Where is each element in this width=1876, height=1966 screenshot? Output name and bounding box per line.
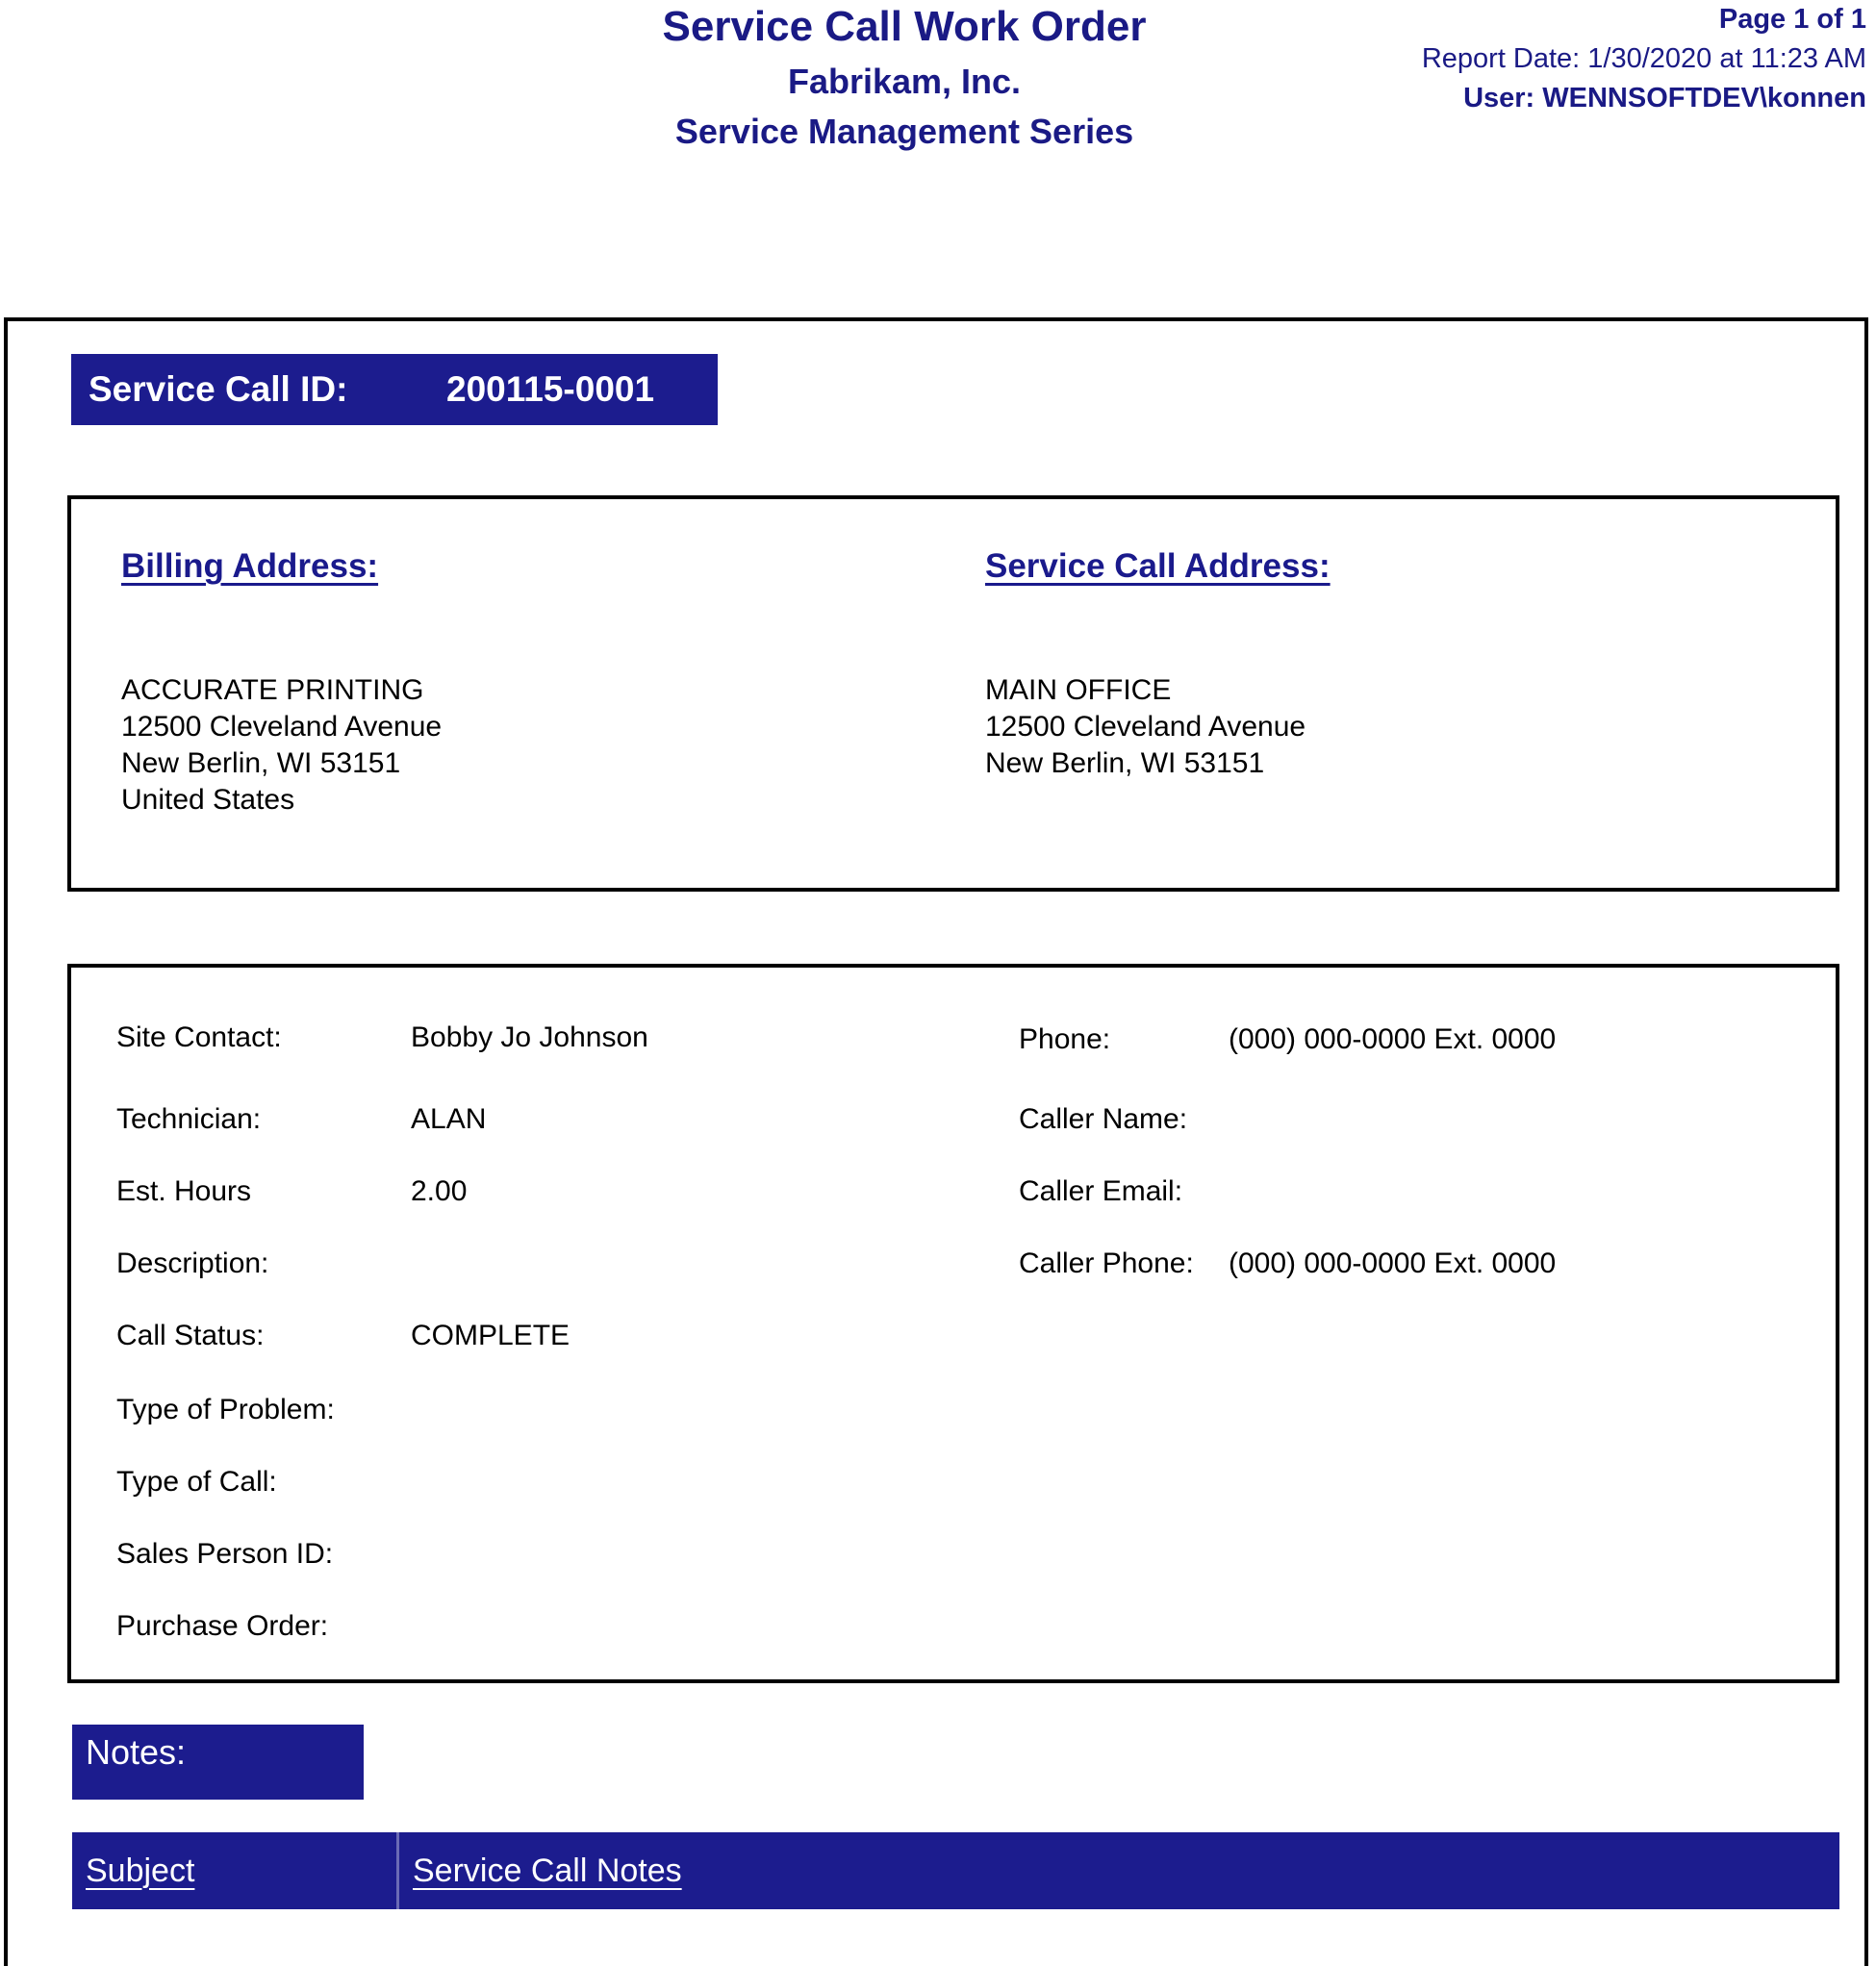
report-subtitle: Service Management Series	[674, 112, 1134, 151]
detail-row-description	[116, 1248, 411, 1280]
field-value: (000) 000-0000 Ext. 0000	[1229, 1023, 1557, 1055]
field-label: Call Status:	[116, 1320, 265, 1351]
service-address-line: New Berlin, WI 53151	[985, 747, 1265, 779]
field-label: Purchase Order:	[116, 1610, 329, 1642]
billing-address-heading: Billing Address:	[121, 547, 379, 585]
detail-row-technician	[116, 1103, 486, 1136]
detail-row-site-contact	[116, 1021, 648, 1054]
service-call-address	[985, 672, 1306, 782]
service-call-id-label: Service Call ID:	[89, 369, 348, 409]
service-call-id-value: 200115-0001	[446, 369, 655, 409]
field-label: Description:	[116, 1248, 269, 1279]
address-box	[67, 495, 1839, 892]
detail-row-purchase-order	[116, 1610, 411, 1643]
notes-banner	[72, 1725, 364, 1800]
detail-row-caller-email	[1019, 1175, 1229, 1208]
report-user: User: WENNSOFTDEV\konnen	[1463, 83, 1866, 113]
field-value: ALAN	[411, 1103, 487, 1135]
detail-row-type-of-call	[116, 1466, 411, 1499]
field-label: Type of Call:	[116, 1466, 277, 1498]
billing-address-line: United States	[121, 784, 295, 816]
field-label: Type of Problem:	[116, 1394, 335, 1425]
service-call-id-banner	[71, 354, 718, 425]
billing-address-line: ACCURATE PRINTING	[121, 674, 424, 706]
billing-address-line: 12500 Cleveland Avenue	[121, 711, 443, 743]
field-label: Technician:	[116, 1103, 262, 1135]
billing-address-line: New Berlin, WI 53151	[121, 747, 401, 779]
detail-row-est-hours	[116, 1175, 467, 1208]
field-label: Caller Email:	[1019, 1175, 1183, 1207]
detail-row-call-status	[116, 1320, 570, 1352]
notes-table-header	[72, 1832, 1839, 1909]
billing-address	[121, 672, 442, 819]
field-value: COMPLETE	[411, 1320, 570, 1351]
field-value: (000) 000-0000 Ext. 0000	[1229, 1248, 1557, 1279]
notes-column-subject: Subject	[86, 1852, 195, 1889]
field-value: Bobby Jo Johnson	[411, 1021, 648, 1053]
notes-banner-label: Notes:	[86, 1732, 187, 1772]
call-details-box	[67, 964, 1839, 1683]
field-label: Est. Hours	[116, 1175, 252, 1207]
field-value: 2.00	[411, 1175, 468, 1207]
detail-row-phone	[1019, 1023, 1556, 1056]
report-date: Report Date: 1/30/2020 at 11:23 AM	[1421, 43, 1866, 74]
report-meta	[1422, 6, 1866, 113]
notes-column-service-call-notes: Service Call Notes	[413, 1852, 682, 1889]
report-title: Service Call Work Order	[662, 3, 1147, 50]
field-label: Sales Person ID:	[116, 1538, 334, 1570]
field-label: Caller Name:	[1019, 1103, 1188, 1135]
field-label: Phone:	[1019, 1023, 1111, 1055]
detail-row-type-of-problem	[116, 1394, 411, 1426]
service-call-address-heading: Service Call Address:	[985, 547, 1331, 585]
detail-row-caller-phone	[1019, 1248, 1556, 1280]
company-name: Fabrikam, Inc.	[787, 62, 1022, 101]
page-number: Page 1 of 1	[1718, 4, 1866, 35]
service-address-line: MAIN OFFICE	[985, 674, 1172, 706]
detail-row-caller-name	[1019, 1103, 1229, 1136]
detail-row-sales-person-id	[116, 1538, 411, 1571]
field-label: Site Contact:	[116, 1021, 282, 1053]
field-label: Caller Phone:	[1019, 1248, 1194, 1279]
service-address-line: 12500 Cleveland Avenue	[985, 711, 1306, 743]
